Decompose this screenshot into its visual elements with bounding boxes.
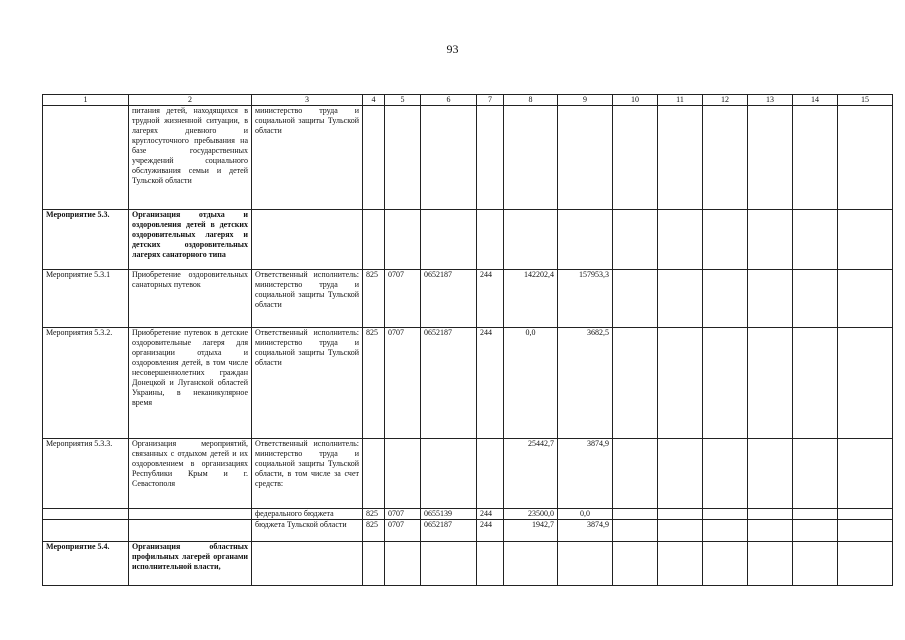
value-cell: 825: [363, 509, 385, 520]
measure-code-cell: Мероприятие 5.3.: [43, 210, 129, 270]
empty-cell: [613, 270, 658, 328]
empty-cell: [703, 439, 748, 509]
measure-name-cell: Организация мероприятий, связанных с отдыхом детей и их оздоровлением в организациях Республики Крым и г. Севастополя: [129, 439, 252, 509]
value-cell: [558, 210, 613, 270]
value-cell: [421, 439, 477, 509]
empty-cell: [793, 328, 838, 439]
header-cell: 11: [658, 95, 703, 106]
value-cell: [421, 210, 477, 270]
value-cell: [504, 210, 558, 270]
value-cell: [421, 106, 477, 210]
empty-cell: [793, 106, 838, 210]
empty-cell: [613, 210, 658, 270]
value-cell: 0,0: [558, 509, 613, 520]
measure-code-cell: Мероприятие 5.4.: [43, 542, 129, 586]
value-cell: [504, 542, 558, 586]
header-cell: 12: [703, 95, 748, 106]
value-cell: 0652187: [421, 328, 477, 439]
budget-table: [42, 94, 893, 586]
value-cell: 0652187: [421, 270, 477, 328]
page-number: 93: [446, 42, 459, 56]
empty-cell: [838, 542, 893, 586]
empty-cell: [658, 106, 703, 210]
value-cell: 0655139: [421, 509, 477, 520]
measure-code-cell: [43, 106, 129, 210]
empty-cell: [748, 542, 793, 586]
executor-cell: [252, 210, 363, 270]
empty-cell: [793, 210, 838, 270]
empty-cell: [613, 509, 658, 520]
measure-name-cell: [129, 509, 252, 520]
empty-cell: [838, 328, 893, 439]
value-cell: 3682,5: [558, 328, 613, 439]
empty-cell: [658, 439, 703, 509]
value-cell: [477, 439, 504, 509]
value-cell: [363, 439, 385, 509]
table-row: [43, 328, 893, 439]
executor-cell: бюджета Тульской области: [252, 520, 363, 542]
value-cell: [477, 542, 504, 586]
empty-cell: [838, 106, 893, 210]
empty-cell: [838, 520, 893, 542]
empty-cell: [658, 520, 703, 542]
value-cell: [385, 210, 421, 270]
measure-name-cell: питания детей, находящихся в трудной жизненной ситуации, в лагерях дневного и круглосуточного пребывания на базе государственных учреждений социального обслуживания семьи и детей Тульской области: [129, 106, 252, 210]
header-cell: 14: [793, 95, 838, 106]
header-cell: 6: [421, 95, 477, 106]
measure-name-cell: Организация отдыха и оздоровления детей в детских оздоровительных лагерях и детских оздоровительных лагерях санаторного типа: [129, 210, 252, 270]
empty-cell: [703, 542, 748, 586]
header-row: [43, 95, 893, 106]
empty-cell: [793, 509, 838, 520]
header-cell: 5: [385, 95, 421, 106]
value-cell: 25442,7: [504, 439, 558, 509]
header-cell: 1: [43, 95, 129, 106]
empty-cell: [658, 328, 703, 439]
value-cell: 23500,0: [504, 509, 558, 520]
empty-cell: [748, 439, 793, 509]
value-cell: [363, 106, 385, 210]
empty-cell: [748, 328, 793, 439]
value-cell: 0707: [385, 270, 421, 328]
value-cell: [477, 210, 504, 270]
empty-cell: [703, 520, 748, 542]
value-cell: [558, 106, 613, 210]
empty-cell: [793, 542, 838, 586]
empty-cell: [748, 210, 793, 270]
table-row: [43, 509, 893, 520]
empty-cell: [613, 328, 658, 439]
value-cell: 244: [477, 520, 504, 542]
table-row: [43, 270, 893, 328]
empty-cell: [703, 270, 748, 328]
value-cell: 244: [477, 328, 504, 439]
value-cell: [385, 542, 421, 586]
executor-cell: [252, 542, 363, 586]
header-cell: 3: [252, 95, 363, 106]
measure-code-cell: Мероприятие 5.3.1: [43, 270, 129, 328]
header-cell: 10: [613, 95, 658, 106]
header-cell: 2: [129, 95, 252, 106]
header-cell: 9: [558, 95, 613, 106]
executor-cell: Ответственный исполнитель: министерство труда и социальной защиты Тульской области: [252, 270, 363, 328]
empty-cell: [613, 106, 658, 210]
value-cell: 825: [363, 270, 385, 328]
value-cell: 1942,7: [504, 520, 558, 542]
value-cell: [477, 106, 504, 210]
empty-cell: [613, 542, 658, 586]
empty-cell: [838, 439, 893, 509]
header-cell: 13: [748, 95, 793, 106]
measure-code-cell: [43, 509, 129, 520]
header-cell: 8: [504, 95, 558, 106]
measure-name-cell: Приобретение путевок в детские оздоровительные лагеря для организации отдыха и оздоровления детей, в том числе несовершеннолетних граждан Донецкой и Луганской областей Украины, в неканикулярное время: [129, 328, 252, 439]
measure-name-cell: Приобретение оздоровительных санаторных путевок: [129, 270, 252, 328]
empty-cell: [613, 520, 658, 542]
table-row: [43, 520, 893, 542]
empty-cell: [658, 509, 703, 520]
table-row: [43, 542, 893, 586]
empty-cell: [658, 210, 703, 270]
header-cell: 15: [838, 95, 893, 106]
value-cell: 3874,9: [558, 439, 613, 509]
value-cell: 825: [363, 520, 385, 542]
empty-cell: [658, 542, 703, 586]
table-row: [43, 106, 893, 210]
empty-cell: [793, 270, 838, 328]
value-cell: [504, 106, 558, 210]
empty-cell: [703, 106, 748, 210]
measure-code-cell: Мероприятия 5.3.3.: [43, 439, 129, 509]
empty-cell: [748, 520, 793, 542]
value-cell: 825: [363, 328, 385, 439]
value-cell: 0707: [385, 509, 421, 520]
value-cell: 3874,9: [558, 520, 613, 542]
header-cell: 7: [477, 95, 504, 106]
empty-cell: [748, 106, 793, 210]
value-cell: [385, 439, 421, 509]
empty-cell: [658, 270, 703, 328]
value-cell: 0652187: [421, 520, 477, 542]
value-cell: [558, 542, 613, 586]
empty-cell: [838, 270, 893, 328]
value-cell: [363, 542, 385, 586]
empty-cell: [703, 328, 748, 439]
executor-cell: Ответственный исполнитель: министерство труда и социальной защиты Тульской области, в том числе за счет средств:: [252, 439, 363, 509]
header-cell: 4: [363, 95, 385, 106]
value-cell: 157953,3: [558, 270, 613, 328]
empty-cell: [748, 270, 793, 328]
measure-name-cell: [129, 520, 252, 542]
value-cell: 0707: [385, 328, 421, 439]
empty-cell: [838, 210, 893, 270]
value-cell: 244: [477, 270, 504, 328]
empty-cell: [703, 210, 748, 270]
table-row: [43, 439, 893, 509]
empty-cell: [793, 439, 838, 509]
empty-cell: [613, 439, 658, 509]
value-cell: [363, 210, 385, 270]
measure-code-cell: Мероприятия 5.3.2.: [43, 328, 129, 439]
empty-cell: [793, 520, 838, 542]
value-cell: 0707: [385, 520, 421, 542]
value-cell: 244: [477, 509, 504, 520]
empty-cell: [838, 509, 893, 520]
value-cell: 142202,4: [504, 270, 558, 328]
measure-name-cell: Организация областных профильных лагерей органами исполнительной власти,: [129, 542, 252, 586]
table-row: [43, 210, 893, 270]
executor-cell: Ответственный исполнитель: министерство труда и социальной защиты Тульской области: [252, 328, 363, 439]
executor-cell: федерального бюджета: [252, 509, 363, 520]
value-cell: [421, 542, 477, 586]
value-cell: [385, 106, 421, 210]
value-cell: 0,0: [504, 328, 558, 439]
measure-code-cell: [43, 520, 129, 542]
empty-cell: [703, 509, 748, 520]
executor-cell: министерство труда и социальной защиты Тульской области: [252, 106, 363, 210]
empty-cell: [748, 509, 793, 520]
